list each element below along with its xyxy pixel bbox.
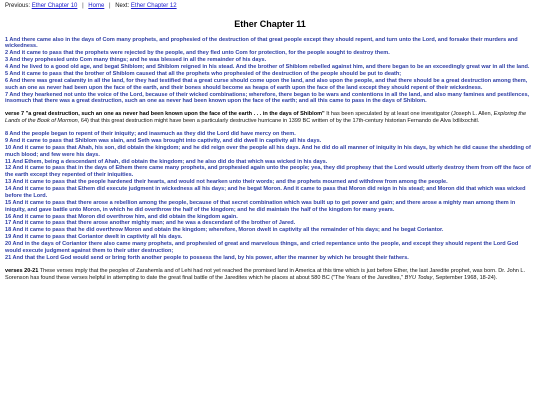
verse-17: 17 And it came to pass that there arose another mighty man; and he was a descendant of the brother of Jared. bbox=[5, 220, 296, 227]
verse-16: 16 And it came to pass that Moron did overthrow him, and did obtain the kingdom again. bbox=[5, 213, 238, 220]
verse-19: 19 And it came to pass that Coriantor dwelt in captivity all his days. bbox=[5, 234, 183, 241]
commentary-reference: verse 7 bbox=[5, 111, 25, 118]
verse-18: 18 And it came to pass that he did overthrow Moron and obtain the kingdom; wherefore, Moron dwelt in captivity all the remainder of his days; and he begat Coriantor. bbox=[5, 227, 444, 234]
commentary-quote: "a great destruction, such an one as never had been known upon the face of the earth . . . in the days of Shiblom" bbox=[25, 111, 325, 118]
commentary-verses-20-21 bbox=[5, 268, 535, 282]
previous-chapter-link[interactable]: Ether Chapter 10 bbox=[31, 3, 78, 9]
nav-separator: | bbox=[108, 3, 111, 9]
commentary-text: It has been speculated by at least one investigator (Joseph L. Allen, bbox=[324, 111, 494, 118]
commentary-reference: verses 20-21 bbox=[5, 267, 39, 274]
commentary-text: These verses imply that the peoples of Zarahemla and of Lehi had not yet reached the promised land in America at this time which is just before Ether, the last Jaredite prophet, was born. Dr. John L. Sorenson has found these verses helpful in attempting to date the great final battle of the Jaredites which he places at about 580 BC ("The Years of the Jaredites," bbox=[5, 267, 526, 281]
verse-6: 6 And there was great calamity in all the land, for they had testified that a great curse should come upon the land, and also upon the people, and that there should be a great destruction among them, such an one as never had been upon the face of the earth, and their bones should become as heaps of earth upon the face of the land except they should repent of their wickedness. bbox=[5, 77, 528, 91]
verse-15: 15 And it came to pass that there arose a rebellion among the people, because of that secret combination which was built up to get power and gain; and there arose a mighty man among them in iniquity, and gave battle unto Moron, in which he did overthrow the half of the kingdom; and he did maintain the half of the kingdom for many years. bbox=[5, 199, 516, 213]
chapter-navigation bbox=[5, 3, 535, 10]
verse-3: 3 And they prophesied unto Com many things; and he was blessed in all the remainder of his days. bbox=[5, 57, 267, 64]
verse-12: 12 And it came to pass that in the days of Ethem there came many prophets, and prophesied again unto the people; yea, they did prophesy that the Lord would utterly destroy them from off the face of the earth except they repented of their iniquities. bbox=[5, 165, 531, 179]
commentary-verse-7 bbox=[5, 111, 535, 125]
verse-1: 1 And there came also in the days of Com many prophets, and prophesied of the destruction of that great people except they should repent, and turn unto the Lord, and forsake their murders and wickedness. bbox=[5, 36, 518, 50]
verse-21: 21 And that the Lord God would send or bring forth another people to possess the land, by his power, after the manner by which he brought their fathers. bbox=[5, 254, 409, 261]
nav-separator: | bbox=[82, 3, 84, 9]
next-chapter-link[interactable]: Ether Chapter 12 bbox=[130, 3, 177, 9]
verse-8: 8 And the people began to repent of their iniquity; and inasmuch as they did the Lord did have mercy on them. bbox=[5, 131, 296, 138]
verse-11: 11 And Ethem, being a descendant of Ahah, did obtain the kingdom; and he also did do that which was wicked in his days. bbox=[5, 158, 328, 165]
verse-9: 9 And it came to pass that Shiblom was slain, and Seth was brought into captivity, and did dwell in captivity all his days. bbox=[5, 137, 322, 144]
commentary-text: , 64) that this great destruction might have been a particularly destructive hurricane in 1399 BC written of by the 17th-century historian Fernando de Alva Ixtlilxochitl. bbox=[77, 118, 480, 125]
verse-13: 13 And it came to pass that the people hardened their hearts, and would not hearken unto their words; and the prophets mourned and withdrew from among the people. bbox=[5, 179, 448, 186]
journal-title: BYU Today bbox=[404, 274, 433, 281]
verse-2: 2 And it came to pass that the prophets were rejected by the people, and they fled unto Com for protection, for the people sought to destroy them. bbox=[5, 50, 390, 57]
verse-5: 5 And it came to pass that the brother of Shiblom caused that all the prophets who prophesied of the destruction of the people should be put to death; bbox=[5, 70, 402, 77]
verse-10: 10 And it came to pass that Ahah, his son, did obtain the kingdom; and he did reign over the people all his days. And he did do all manner of iniquity in his days, by which he did cause the shedding of much blood; and few were his days. bbox=[5, 144, 531, 158]
verse-4: 4 And he lived to a good old age, and begat Shiblom; and Shiblom reigned in his stead. And the brother of Shiblom rebelled against him, and there began to be an exceedingly great war in all the land. bbox=[5, 64, 530, 71]
scripture-block-2 bbox=[5, 131, 535, 262]
commentary-text: , September 1968, 18-24). bbox=[432, 274, 498, 281]
scripture-block-1 bbox=[5, 37, 535, 106]
home-link[interactable]: Home bbox=[88, 3, 105, 9]
next-label: Next: bbox=[115, 3, 130, 9]
verse-14: 14 And it came to pass that Ethem did execute judgment in wickedness all his days; and he begat Moron. And it came to pass that Moron did reign in his stead; and Moron did that which was wicked before the Lord. bbox=[5, 186, 526, 199]
chapter-title: Ether Chapter 11 bbox=[234, 19, 306, 30]
verse-20: 20 And in the days of Coriantor there also came many prophets, and prophesied of great and marvelous things, and cried repentance unto the people, and except they should repent the Lord God would execute judgment against them to their utter destruction; bbox=[5, 241, 519, 254]
book-title: Exploring the Lands of the Book of Mormon bbox=[5, 111, 527, 125]
verse-7: 7 And they hearkened not unto the voice of the Lord, because of their wicked combinations; wherefore, there began to be wars and contentions in all the land, and also many famines and pestilences, insomuch that there was a great destruction, such an one as never had been known upon the face of the earth; and all this came to pass in the days of Shiblom. bbox=[5, 91, 530, 105]
previous-label: Previous: bbox=[5, 3, 31, 9]
